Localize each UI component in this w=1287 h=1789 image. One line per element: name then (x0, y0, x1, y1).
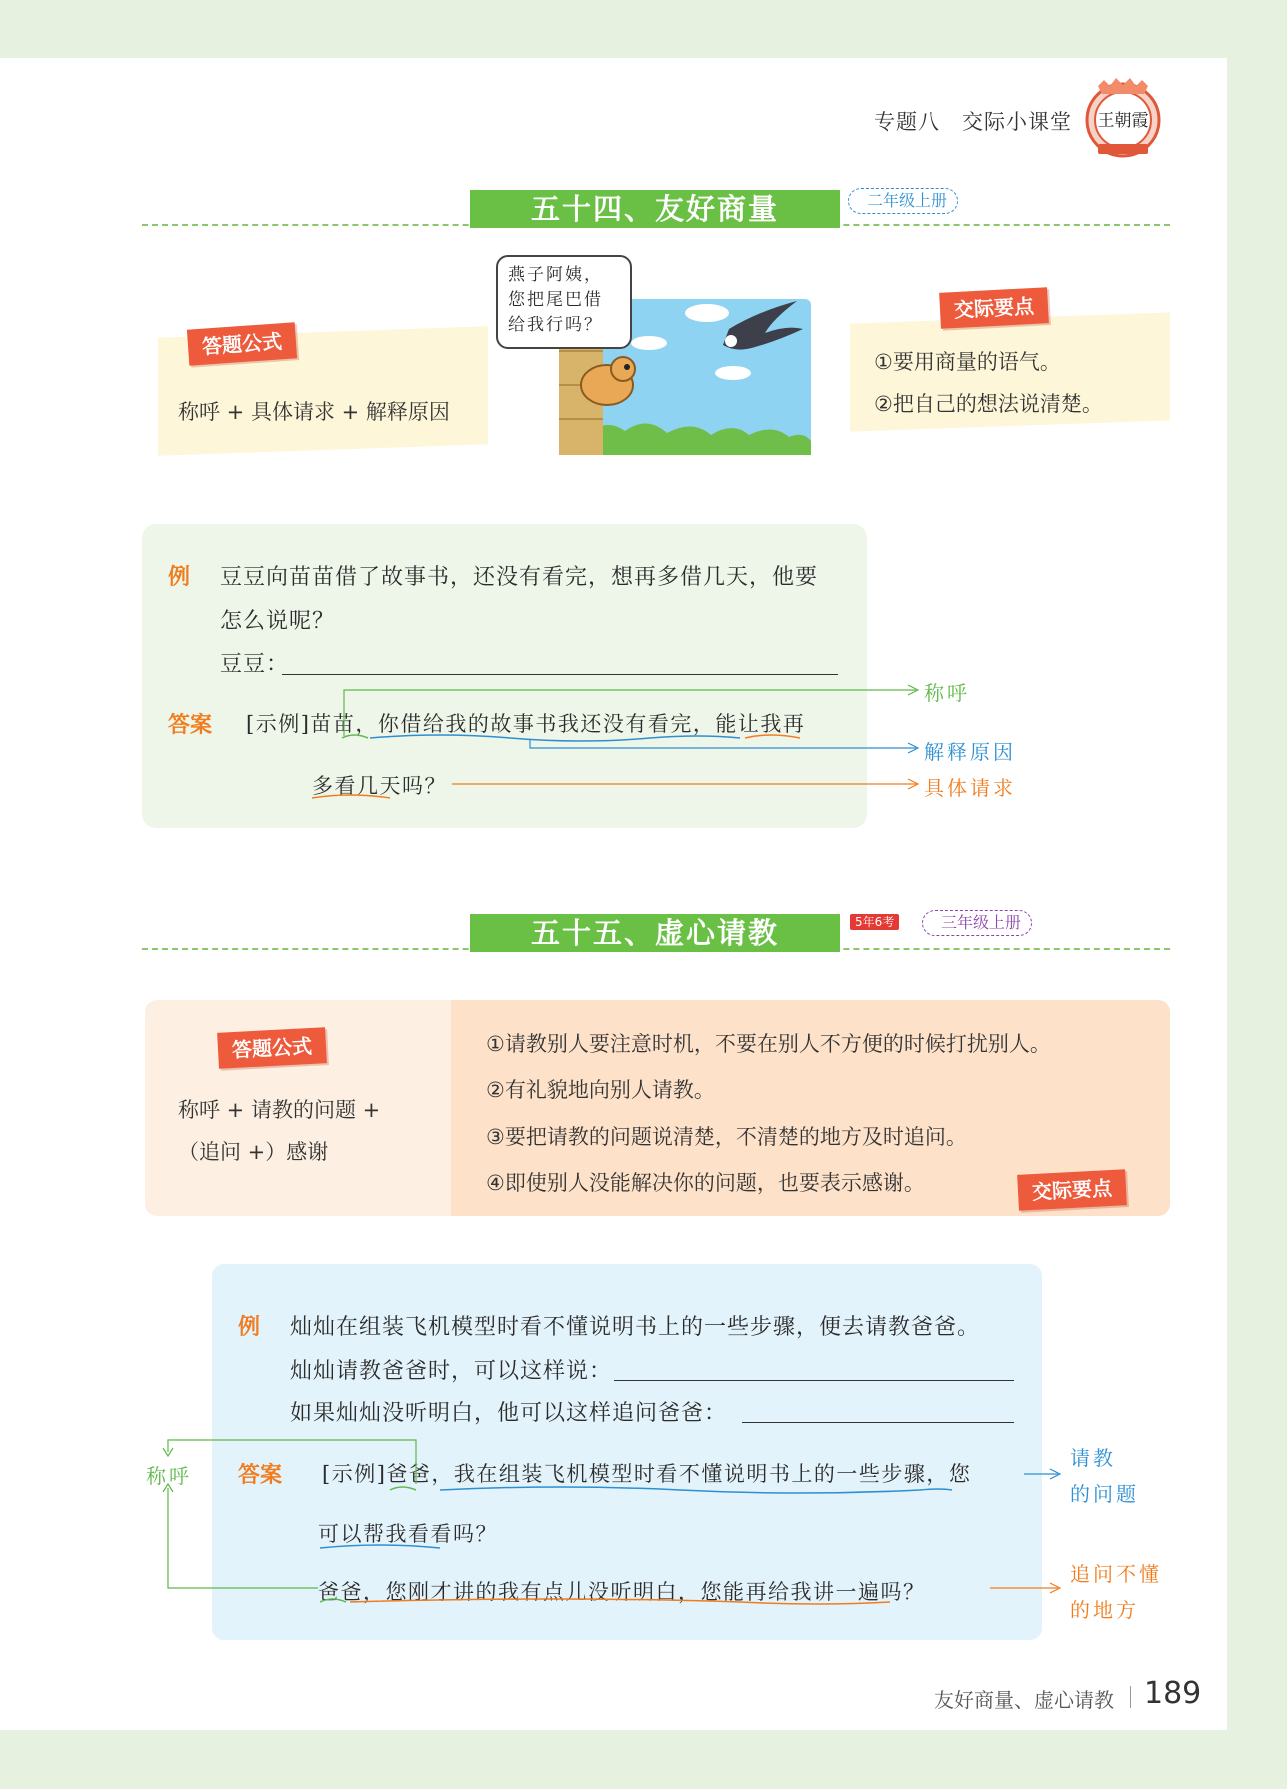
header-subtitle: 交际小课堂 (962, 110, 1072, 134)
speech-bubble (496, 255, 632, 349)
section1-answer-blank (282, 674, 838, 675)
section2-tip-2: ②有礼貌地向别人请教。 (486, 1078, 715, 1102)
page-number: 189 (1144, 1676, 1202, 1711)
section2-exam-tag: 5年6考 (850, 914, 899, 930)
section2-formula-line-2: （追问 +）感谢 (178, 1140, 329, 1164)
section2-answer-label: 答案 (238, 1463, 283, 1488)
section2-formula-tag: 答题公式 (217, 1027, 327, 1069)
section1-answer-label: 答案 (168, 713, 213, 738)
section2-annotation-question-2: 的问题 (1070, 1482, 1139, 1506)
footer-divider (1130, 1686, 1131, 1708)
brand-seal-logo (1084, 76, 1162, 158)
speech-line-3: 给我行吗？ (508, 315, 603, 335)
section1-tip-2: ②把自己的想法说清楚。 (874, 392, 1103, 416)
section2-tip-4: ④即使别人没能解决你的问题，也要表示感谢。 (486, 1171, 925, 1195)
header-topic: 专题八 (874, 110, 940, 134)
section2-answer-blank-2 (742, 1422, 1014, 1423)
section1-annotation-reason: 解释原因 (924, 740, 1016, 764)
section1-annotation-request: 具体请求 (924, 776, 1016, 800)
section2-answer-line-3: 爸爸，您刚才讲的我有点儿没听明白，您能再给我讲一遍吗？ (318, 1580, 926, 1604)
section2-example-line-1: 灿灿在组装飞机模型时看不懂说明书上的一些步骤，便去请教爸爸。 (290, 1315, 981, 1340)
section1-answer-line-2: 多看几天吗？ (312, 774, 447, 798)
section2-formula-line-1: 称呼 + 请教的问题 + (178, 1098, 381, 1122)
seal-text: 王朝霞 (1097, 111, 1149, 131)
section2-tip-3: ③要把请教的问题说清楚，不清楚的地方及时追问。 (486, 1125, 967, 1149)
section2-example-label: 例 (238, 1315, 261, 1340)
section2-grade-tag: 三年级上册 (922, 910, 1032, 936)
section2-annotation-address: 称呼 (146, 1464, 192, 1488)
section1-tip-1: ①要用商量的语气。 (874, 350, 1061, 374)
section1-tips-tag: 交际要点 (939, 287, 1049, 329)
section2-annotation-followup-1: 追问不懂 (1070, 1562, 1162, 1586)
section1-formula-text: 称呼 + 具体请求 + 解释原因 (178, 400, 450, 424)
section1-annotation-address: 称呼 (924, 681, 970, 705)
section2-answer-line-1: [示例]爸爸，我在组装飞机模型时看不懂说明书上的一些步骤，您 (322, 1462, 972, 1486)
section2-tip-1: ①请教别人要注意时机，不要在别人不方便的时候打扰别人。 (486, 1032, 1051, 1056)
footer-title: 友好商量、虚心请教 (934, 1688, 1114, 1712)
section2-annotation-lines (140, 1430, 1080, 1630)
section2-annotation-question-1: 请教 (1070, 1446, 1116, 1470)
speech-line-1: 燕子阿姨， (508, 265, 603, 285)
section1-title: 五十四、友好商量 (470, 190, 840, 228)
section1-example-line-2: 怎么说呢？ (220, 609, 336, 634)
section2-answer-line-2: 可以帮我看看吗？ (318, 1522, 498, 1546)
section1-example-line-1: 豆豆向苗苗借了故事书，还没有看完，想再多借几天，他要 (220, 565, 819, 590)
section2-answer-blank-1 (614, 1380, 1014, 1381)
section2-example-line-3: 如果灿灿没听明白，他可以这样追问爸爸： (290, 1401, 728, 1426)
section1-annotation-lines (140, 680, 1040, 810)
section1-blank-prefix: 豆豆： (220, 652, 290, 677)
speech-line-2: 您把尾巴借 (508, 290, 603, 310)
section2-tips-tag: 交际要点 (1017, 1169, 1127, 1211)
section2-example-line-2: 灿灿请教爸爸时，可以这样说： (290, 1359, 613, 1384)
running-header (874, 106, 1072, 136)
section1-example-label: 例 (168, 565, 191, 590)
section1-grade-tag: 二年级上册 (848, 188, 958, 214)
section2-annotation-followup-2: 的地方 (1070, 1598, 1139, 1622)
section2-title: 五十五、虚心请教 (470, 914, 840, 952)
section1-formula-tag: 答题公式 (187, 322, 297, 365)
section1-answer-line-1: [示例]苗苗，你借给我的故事书我还没有看完，能让我再 (246, 712, 806, 736)
